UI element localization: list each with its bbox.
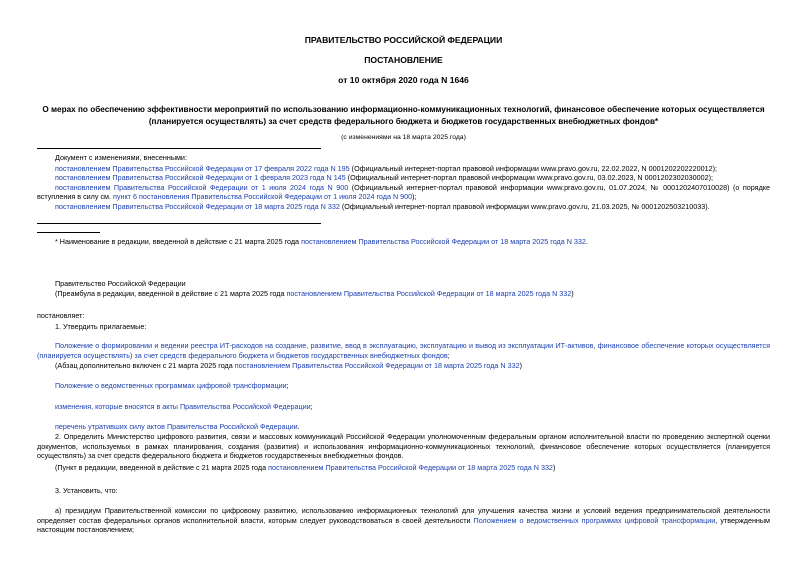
note-text: (Пункт в редакции, введенной в действие с 21 марта 2025 года	[55, 463, 269, 472]
amendment-link[interactable]: постановлением Правительства Российской Федерации от 18 марта 2025 года N 332	[55, 201, 340, 211]
preamble-note-text: (Преамбула в редакции, введенной в действие с 21 марта 2025 года	[55, 289, 287, 298]
preamble-note	[55, 289, 574, 299]
point-3: 3. Установить, что:	[55, 486, 118, 495]
note-text: (Абзац дополнительно включен с 21 марта 2025 года	[55, 361, 235, 370]
point-2: 2. Определить Министерство цифрового развития, связи и массовых коммуникаций Российской Федерации уполномоченным федеральным органом исполнительной власти по проведению экспертной оценки документов, используемых в рамках планирования, создания (развития) и использования информационно-коммуникационных технологий, финансовое обеспечение которых осуществляется (планируется осуществлять) за счет средств федерального бюджета и бюджетов государственных внебюджетных фондов.	[37, 432, 770, 461]
amendments-block	[37, 153, 770, 212]
note-link[interactable]: постановлением Правительства Российской Федерации от 18 марта 2025 года N 332	[268, 463, 553, 472]
digital-transformation-regulation-link[interactable]: Положением о ведомственных программах цифровой трансформации	[473, 515, 716, 525]
item-end: ;	[310, 402, 313, 411]
document-title: О мерах по обеспечению эффективности мероприятий по использованию информационно-коммуникационных технологий, финансовое обеспечение которых осуществляется (планируется осуществлять) за счет средств федерального бюджета и бюджетов государственных внебюджетных фондов*	[42, 105, 765, 126]
amendment-item	[55, 202, 770, 212]
amendment-source: (Официальный интернет-портал правовой информации www.pravo.gov.ru, 01.07.2024, № 0001202407010028) (о порядке вступления в силу см.	[37, 182, 770, 202]
item-end: ;	[447, 350, 450, 360]
footnote-divider	[37, 232, 100, 233]
note-end: )	[519, 361, 523, 370]
repealed-acts-link[interactable]: перечень утративших силу актов Правительства Российской Федерации	[55, 422, 298, 431]
amendment-link-point6[interactable]: пункт 6 постановления Правительства Российской Федерации от 1 июля 2024 года N 900	[113, 192, 413, 202]
footnote	[55, 237, 588, 247]
point-1-item-3	[55, 402, 313, 412]
changes-note: (с изменениями на 18 марта 2025 года)	[341, 134, 466, 141]
amendment-item	[55, 173, 770, 183]
footnote-text: * Наименование в редакции, введенной в действие с 21 марта 2025 года	[55, 237, 302, 246]
government-heading: ПРАВИТЕЛЬСТВО РОССИЙСКОЙ ФЕДЕРАЦИИ	[304, 35, 503, 45]
point-1-item-2	[55, 381, 289, 391]
amendment-link[interactable]: постановлением Правительства Российской Федерации от 1 февраля 2023 года N 145	[55, 173, 346, 183]
amendment-source-end: );	[412, 192, 417, 202]
note-link[interactable]: постановлением Правительства Российской Федерации от 18 марта 2025 года N 332	[234, 361, 520, 370]
point-1-item-1-note	[55, 361, 522, 371]
point-1: 1. Утвердить прилагаемые:	[55, 322, 147, 331]
note-end: )	[552, 463, 556, 472]
preamble-note-end: )	[571, 289, 574, 298]
footnote-end: .	[585, 237, 588, 246]
point-2-note	[55, 463, 555, 473]
amendment-item	[55, 164, 770, 174]
document-date-number: от 10 октября 2020 года N 1646	[338, 75, 469, 85]
amendment-source: (Официальный интернет-портал правовой информации www.pravo.gov.ru, 22.02.2022, N 0001202202220012);	[349, 163, 717, 173]
amendment-item	[37, 183, 770, 202]
decides-word: постановляет:	[37, 311, 85, 320]
footnote-link[interactable]: постановлением Правительства Российской Федерации от 18 марта 2025 года N 332	[301, 237, 586, 246]
preamble-government: Правительство Российской Федерации	[55, 279, 186, 288]
point-1-item-1	[37, 341, 770, 360]
point-1-item-4	[55, 422, 300, 432]
amendment-link[interactable]: постановлением Правительства Российской Федерации от 1 июля 2024 года N 900	[55, 182, 349, 192]
point-3a-end: , утвержденным настоящим постановлением;	[37, 515, 770, 535]
amendment-source: (Официальный интернет-портал правовой информации www.pravo.gov.ru, 03.02.2023, N 0001202302030002);	[345, 173, 713, 183]
amendments-intro: Документ с изменениями, внесенными:	[55, 153, 187, 162]
digital-transformation-link[interactable]: Положение о ведомственных программах цифровой трансформации	[55, 381, 287, 390]
regulation-registry-link[interactable]: Положение о формировании и ведении реестра ИТ-расходов на создание, развитие, ввод в эксплуатацию, эксплуатацию и вывод из эксплуатации ИТ-активов, финансовое обеспечение которых осуществляется (планируется осуществлять) за счет средств федерального бюджета и бюджетов государственных внебюджетных фондов	[37, 341, 770, 360]
point-3a-text: а) президиум Правительственной комиссии по цифровому развитию, использованию информационных технологий для улучшения качества жизни и условий ведения предпринимательской деятельности определяет состав федеральных органов исполнительной власти, которым следует руководствоваться в своей деятельности	[37, 506, 770, 525]
amendments-acts-link[interactable]: изменения, которые вносятся в акты Правительства Российской Федерации	[55, 402, 311, 411]
preamble-note-link[interactable]: постановлением Правительства Российской Федерации от 18 марта 2025 года N 332	[286, 289, 572, 298]
divider-bottom	[37, 223, 321, 224]
amendment-link[interactable]: постановлением Правительства Российской Федерации от 17 февраля 2022 года N 195	[55, 163, 350, 173]
divider-top	[37, 148, 321, 149]
document-type: ПОСТАНОВЛЕНИЕ	[364, 55, 443, 65]
amendment-source: (Официальный интернет-портал правовой информации www.pravo.gov.ru, 21.03.2025, № 0001202503210033).	[339, 201, 710, 211]
item-end: .	[297, 422, 300, 431]
point-3a	[37, 506, 770, 535]
item-end: ;	[286, 381, 289, 390]
